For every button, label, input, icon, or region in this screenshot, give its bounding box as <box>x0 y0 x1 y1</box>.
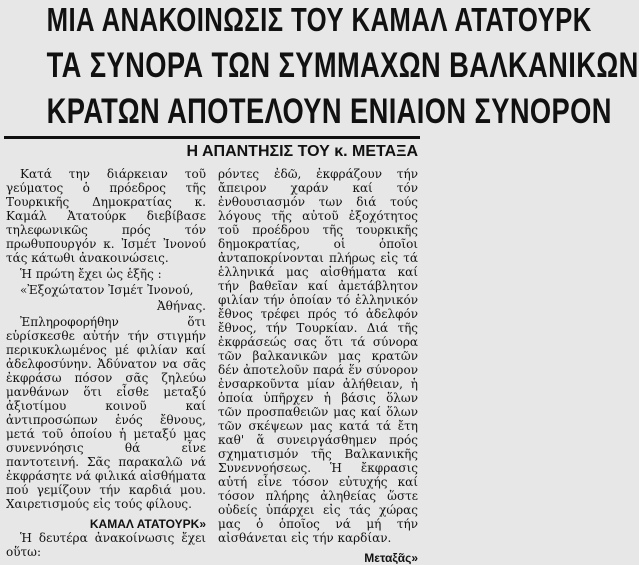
right-signature: Μεταξᾶς» <box>364 551 418 565</box>
right-paragraph-1: ρόντες ἐδῶ, ἐκφράζουν τήν ἄπειρον χαράν καί τόν ἐνθουσιασμόν των διά τούς λόγους τῆς αὐτοῦ ἐξοχότητος τοῦ προέδρου τῆς τουρκικῆς δημοκρατίας, οἱ ὁποῖοι ἀνταποκρίνονται πλήρως εἰς τά ἑλληνικά μας αἰσθήματα καί τήν βαθεῖαν καί ἀμετάβλητον φιλίαν τήν ὁποίαν τό ἑλληνικόν ἔθνος τρέφει πρός τό ἀδελφόν ἔθνος, τήν Τουρκίαν. Διά τῆς ἐκφράσεώς σας ὅτι τά σύνορα τῶν βαλκανικῶν μας κρατῶν δέν ἀποτελοῦν παρά ἕν σύνορον ἐνσαρκοῦντα μίαν ἀλήθειαν, ἡ ὁποία ὑπῆρχεν ἡ βάσις ὅλων τῶν προσπαθειῶν μας καί ὅλων τῶν σκέψεων μας κατά τά ἔτη καθ' ἅ συνειργάσθημεν πρός σχηματισμόν τῆς Βαλκανικῆς Συνεννοήσεως. Ἡ ἔκφρασις αὐτή εἶνε τόσον εὐτυχής καί τόσον πλήρης ἀληθείας ὥστε οὐδείς ὑπάρχει εἰς τάς χώρας μας ὁ ὁποῖος νά μή τήν αἰσθάνεται εἰς τήν καρδίαν. <box>218 167 418 545</box>
left-paragraph-3: «Ἐξοχώτατον Ἰσμέτ Ἰνονού, <box>20 283 194 297</box>
headline-line3: ΚΡΑΤΩΝ ΑΠΟΤΕΛΟΥΝ ΕΝΙΑΙΟΝ ΣΥΝΟΡΟΝ <box>46 92 612 131</box>
left-paragraph-1: Κατά την διάρκειαν τοῦ γεύματος ὁ πρόεδρος τῆς Τουρκικῆς Δημοκρατίας κ. Καμάλ Ἀτατούρκ διεβίβασε τηλεφωνικῶς πρός τόν πρωθυπουργόν κ. Ἰσμέτ Ἰνονού τάς κάτωθι ἀνακοινώσεις. <box>6 167 206 265</box>
left-column <box>6 167 206 565</box>
headline-line1: ΜΙΑ ΑΝΑΚΟΙΝΩΣΙΣ ΤΟΥ ΚΑΜΑΛ ΑΤΑΤΟΥΡΚ <box>46 1 592 38</box>
left-paragraph-4: Ἀθήνας. <box>156 299 206 313</box>
headline-line2: ΤΑ ΣΥΝΟΡΑ ΤΩΝ ΣΥΜΜΑΧΩΝ ΒΑΛΚΑΝΙΚΩΝ <box>46 46 639 85</box>
article-columns <box>0 167 424 565</box>
left-signature: ΚΑΜΑΛ ΑΤΑΤΟΥΡΚ» <box>89 517 206 531</box>
left-paragraph-2: Ἡ πρώτη ἔχει ὡς ἑξῆς : <box>20 267 162 281</box>
subheadline: Η ΑΠΑΝΤΗΣΙΣ ΤΟΥ κ. ΜΕΤΑΞΑ <box>186 143 418 160</box>
left-paragraph-5: Ἐπληροφορήθην ὅτι εὑρίσκεσθε αὐτήν τήν στιγμήν περικυκλωμένος μέ φιλίαν καί ἀδελφοσύνην. Ἀδύνατον να σᾶς ἐκφράσω πόσον σᾶς ζηλεύω μανθάνων ὅτι εἶσθε μεταξύ ἀξιοτίμου κοινοῦ καί ἀντιπροσώπων ἑνός ἔθνους, μετά τοῦ ὁποίου ἡ μεταξύ μας συνεννόησις θά εἶνε παντοτεινή. Σᾶς παρακαλῶ νά ἐκφράσητε νά φιλικά αἰσθήματα πού γεμίζουν τήν καρδιά μου. Χαιρετισμούς εἰς τούς φίλους. <box>6 315 206 511</box>
left-paragraph-6: Ἡ δευτέρα ἀνακοίνωσις ἔχει οὕτω: <box>6 531 206 559</box>
right-column <box>218 167 418 565</box>
headline-rule <box>4 136 420 139</box>
